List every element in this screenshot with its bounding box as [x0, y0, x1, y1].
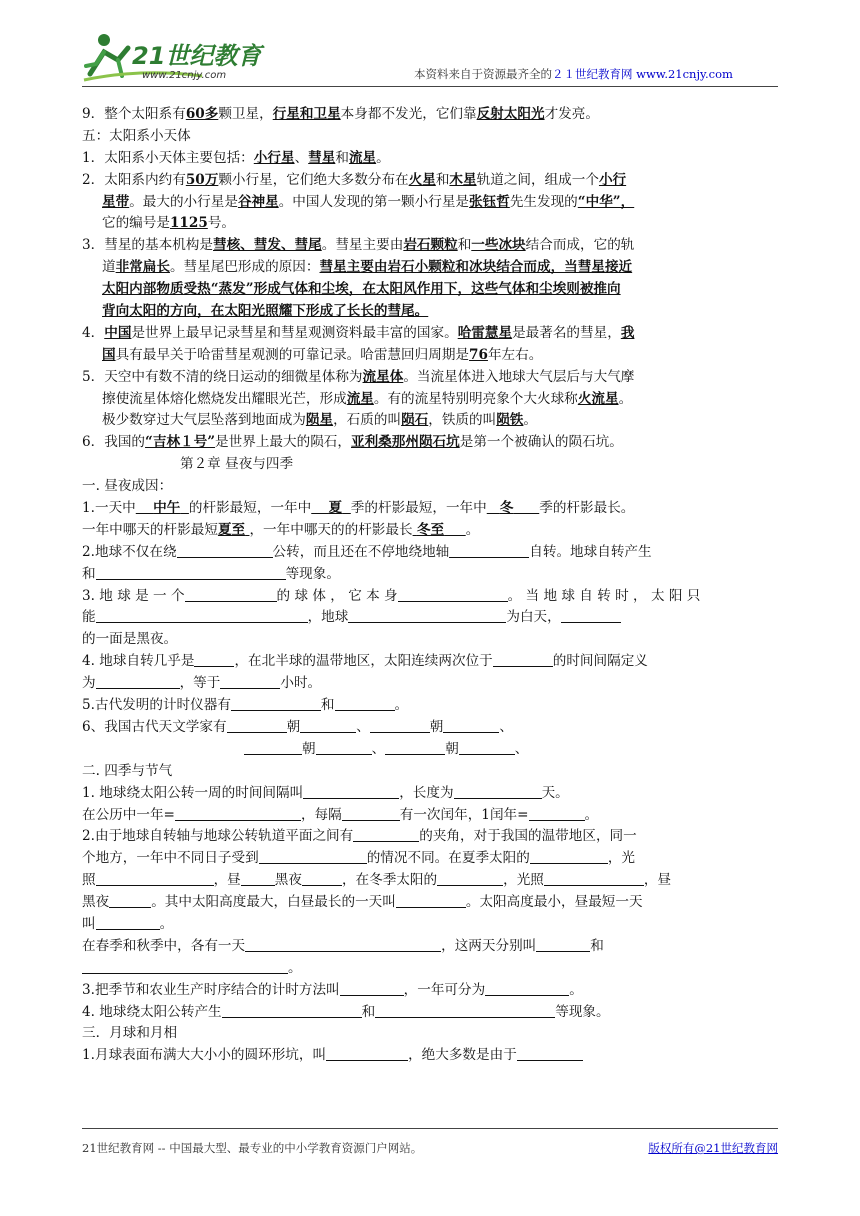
line-7: 3．彗星的基本机构是彗核、彗发、彗尾。彗星主要由岩石颗粒和一些冰块结合而成，它的轨 [82, 237, 635, 254]
answer-blank[interactable] [227, 718, 287, 733]
section-heading: 二. 四季与节气 [82, 762, 173, 779]
line-25: 的一面是黑夜。 [82, 631, 178, 648]
answer-blank[interactable] [396, 893, 466, 908]
header-source-text: 本资料来自于资源最齐全的２１世纪教育网 www.21cnjy.com [414, 67, 733, 81]
answer-blank[interactable] [220, 674, 280, 689]
line-6: 它的编号是1125号。 [102, 215, 235, 232]
answer-blank[interactable] [485, 981, 569, 996]
footer-copyright-link[interactable]: 版权所有@21世纪教育网 [648, 1141, 778, 1155]
section-heading: 五：太阳系小天体 [82, 127, 191, 144]
answer-blank[interactable] [437, 871, 503, 886]
answer-blank[interactable] [536, 937, 590, 952]
header-site-link[interactable]: ２１世纪教育网 [552, 67, 633, 81]
line-42: 4. 地球绕太阳公转产生 和 等现象。 [82, 1003, 610, 1020]
svg-text:21世纪教育: 21世纪教育 [132, 42, 262, 70]
line-37: 黑夜 。其中太阳高度最大，白昼最长的一天叫 。太阳高度最小，昼最短一天 [82, 894, 643, 911]
footer-left-text: 21世纪教育网 -- 中国最大型、最专业的中小学教育资源门户网站。 [82, 1141, 423, 1155]
line-11: 4．中国是世界上最早记录彗星和彗星观测资料最丰富的国家。哈雷慧星是最著名的彗星，我 [82, 324, 635, 341]
answer-blank[interactable] [96, 674, 180, 689]
answer-blank[interactable] [222, 1003, 362, 1018]
line-20: 一年中哪天的杆影最短夏至 ，一年中哪天的的杆影最长 冬至 。 [82, 521, 480, 538]
answer-blank[interactable] [96, 915, 160, 930]
answer-blank[interactable] [342, 806, 400, 821]
answer-blank[interactable] [353, 827, 419, 842]
answer-blank[interactable] [529, 806, 585, 821]
line-19: 1.一天中 中午 的杆影最短，一年中 夏 季的杆影最短，一年中 冬 季的杆影最长。 [82, 500, 635, 517]
answer-blank[interactable] [348, 608, 506, 623]
answer-blank[interactable] [561, 608, 621, 623]
answer-blank[interactable] [244, 740, 302, 755]
answer-blank[interactable] [370, 718, 430, 733]
line-9: 太阳内部物质受热“蒸发”形成气体和尘埃，在太阳风作用下，这些气体和尘埃则被推向 [102, 281, 621, 298]
answer-blank[interactable] [459, 740, 515, 755]
answer-blank[interactable] [303, 784, 399, 799]
answer-blank[interactable] [175, 806, 301, 821]
answer-blank[interactable] [385, 740, 445, 755]
answer-blank[interactable] [398, 587, 508, 602]
line-40: 。 [82, 958, 780, 980]
answer-blank[interactable] [493, 652, 553, 667]
answer-blank[interactable] [96, 608, 308, 623]
line-10: 背向太阳的方向，在太阳光照耀下形成了长长的彗尾。 [102, 303, 429, 320]
line-21: 2.地球不仅在绕 公转，而且还在不停地绕地轴 自转。地球自转产生 [82, 543, 652, 560]
line-16: 6．我国的“吉林１号”是世界上最大的陨石，亚利桑那州陨石坑是第一个被确认的陨石坑。 [82, 434, 623, 451]
document-body [82, 104, 780, 1067]
answer-blank[interactable] [449, 543, 529, 558]
answer-blank[interactable] [544, 871, 644, 886]
footer-divider [82, 1128, 778, 1129]
line-26: 4. 地球自转几乎是 ，在北半球的温带地区，太阳连续两次位于 的时间间隔定义 [82, 653, 648, 670]
21cnjy-logo [82, 30, 282, 86]
line-41: 3.把季节和农业生产时序结合的计时方法叫 ，一年可分为 。 [82, 981, 583, 998]
line-14: 擦使流星体熔化燃烧发出耀眼光芒，形成流星。有的流星特别明亮象个大火球称火流星。 [102, 390, 633, 407]
line-1: 9．整个太阳系有60多颗卫星，行星和卫星本身都不发光，它们靠反射太阳光才发亮。 [82, 106, 599, 122]
answer-blank[interactable] [185, 587, 277, 602]
line-4: 2．太阳系内约有50万颗小行星，它们绝大多数分布在火星和木星轨道之间，组成一个小行 [82, 171, 627, 188]
answer-blank[interactable] [109, 893, 151, 908]
line-33: 在公历中一年= ，每隔 有一次闰年，1闰年= 。 [82, 806, 599, 823]
answer-blank[interactable] [340, 981, 404, 996]
line-36: 照 ，昼 黑夜 ，在冬季太阳的 ，光照 ，昼 [82, 872, 672, 889]
line-22: 和 等现象。 [82, 565, 340, 582]
line-30: 朝 、 朝 、 [82, 739, 780, 761]
line-8: 道非常扁长。彗星尾巴形成的原因：彗星主要由岩石小颗粒和冰块结合而成，当彗星接近 [102, 259, 633, 276]
line-28: 5.古代发明的计时仪器有 和 。 [82, 697, 409, 714]
answer-blank[interactable] [530, 849, 608, 864]
header-divider [82, 86, 778, 87]
line-3: 1．太阳系小天体主要包括：小行星、彗星和流星。 [82, 149, 390, 166]
line-27: 为 ，等于 小时。 [82, 675, 322, 692]
line-5: 星带。最大的小行星是谷神星。中国人发现的第一颗小行星是张钰哲先生发现的“中华”， [102, 193, 635, 210]
answer-blank[interactable] [194, 652, 234, 667]
header-url-link[interactable]: www.21cnjy.com [636, 67, 733, 81]
line-34: 2.由于地球自转轴与地球公转轨道平面之间有 的夹角，对于我国的温带地区，同一 [82, 828, 637, 845]
answer-blank[interactable] [245, 937, 441, 952]
line-44: 1.月球表面布满大大小小的圆环形坑，叫 ，绝大多数是由于 [82, 1045, 780, 1067]
answer-blank[interactable] [259, 849, 367, 864]
answer-blank[interactable] [241, 871, 275, 886]
line-38: 叫 。 [82, 915, 174, 932]
line-23: 3. 地 球 是 一 个 的 球 体 ， 它 本 身 。 当 地 球 自 转 时 ， 太 阳 只 [82, 587, 701, 604]
answer-blank[interactable] [454, 784, 542, 799]
line-13: 5．天空中有数不清的绕日运动的细微星体称为流星体。当流星体进入地球大气层后与大气摩 [82, 368, 635, 385]
answer-blank[interactable] [335, 696, 395, 711]
answer-blank[interactable] [82, 959, 288, 974]
answer-blank[interactable] [96, 871, 214, 886]
page-header [0, 0, 860, 96]
answer-blank[interactable] [316, 740, 372, 755]
answer-blank[interactable] [96, 565, 286, 580]
answer-blank[interactable] [300, 718, 356, 733]
answer-blank[interactable] [231, 696, 321, 711]
line-35: 个地方，一年中不同日子受到 的情况不同。在夏季太阳的 ，光 [82, 850, 636, 867]
line-24: 能 ，地球 为白天， [82, 607, 780, 629]
answer-blank[interactable] [375, 1003, 555, 1018]
answer-blank[interactable] [177, 543, 273, 558]
svg-text:www.21cnjy.com: www.21cnjy.com [142, 70, 227, 81]
section-heading: 三．月球和月相 [82, 1025, 178, 1042]
line-39: 在春季和秋季中，各有一天 ，这两天分别叫 和 [82, 937, 604, 954]
line-15: 极少数穿过大气层坠落到地面成为陨星，石质的叫陨石，铁质的叫陨铁。 [102, 412, 537, 429]
page-footer [82, 1140, 778, 1156]
line-12: 国具有最早关于哈雷彗星观测的可靠记录。哈雷慧回归周期是76年左右。 [102, 346, 543, 363]
answer-blank[interactable] [517, 1046, 583, 1061]
answer-blank[interactable] [326, 1046, 408, 1061]
line-29: 6、我国古代天文学家有 朝 、 朝 、 [82, 718, 513, 735]
chapter-title: 第２章 昼夜与四季 [180, 456, 294, 473]
line-32: 1. 地球绕太阳公转一周的时间间隔叫 ，长度为 天。 [82, 784, 569, 801]
answer-blank[interactable] [443, 718, 499, 733]
section-heading: 一. 昼夜成因： [82, 478, 173, 495]
answer-blank[interactable] [302, 871, 342, 886]
